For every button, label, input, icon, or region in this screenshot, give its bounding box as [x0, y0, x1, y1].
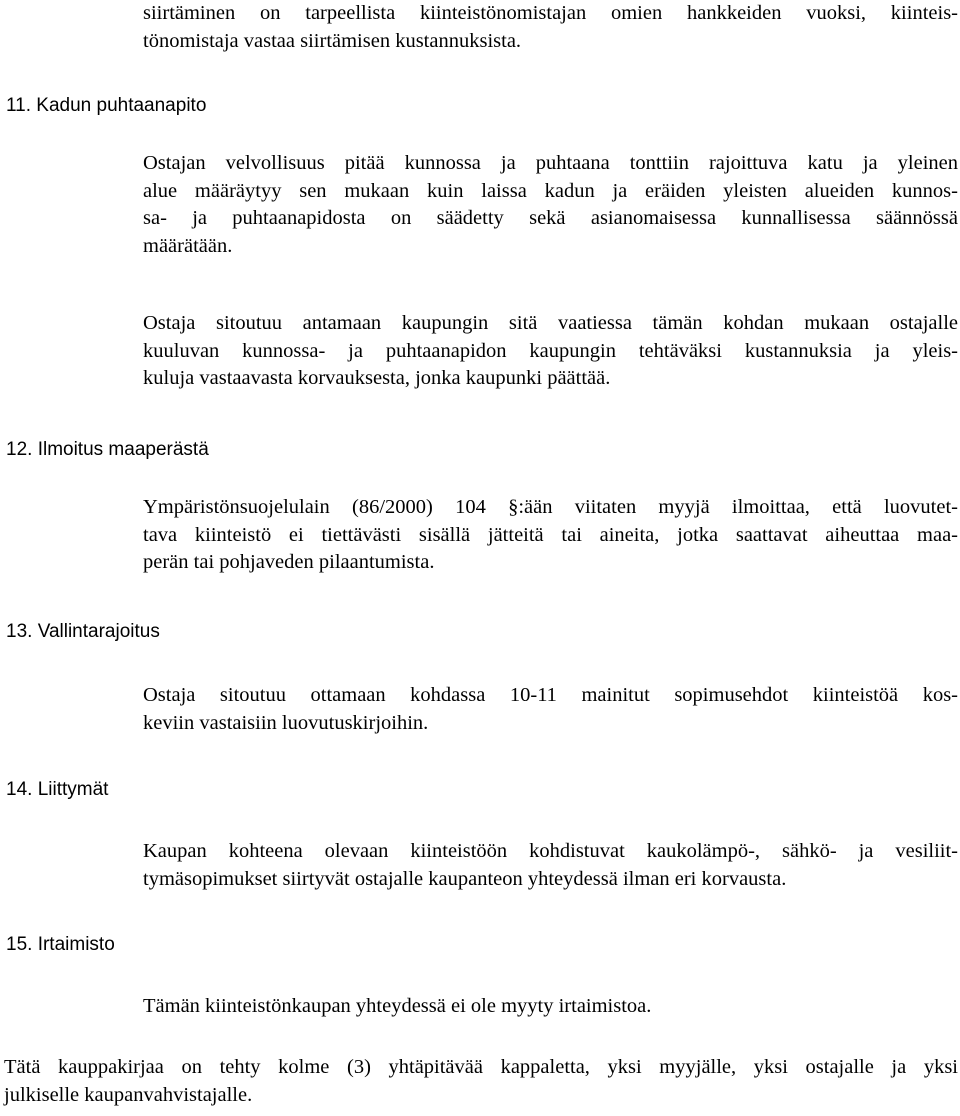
- paragraph-line: tymäsopimukset siirtyvät ostajalle kaupanteon yhteydessä ilman eri korvausta.: [143, 867, 787, 890]
- intro-line: siirtäminen on tarpeellista kiinteistönomistajan omien hankkeiden vuoksi, kiinteis-: [143, 2, 958, 24]
- paragraph-line: Tämän kiinteistönkaupan yhteydessä ei ole myyty irtaimistoa.: [143, 995, 652, 1017]
- section-14-heading: 14. Liittymät: [6, 779, 109, 800]
- section-15-heading: 15. Irtaimisto: [6, 934, 115, 955]
- paragraph-line: Ympäristönsuojelulain (86/2000) 104 §:ään viitaten myyjä ilmoittaa, että luovutet-: [143, 496, 958, 518]
- section-13-heading: 13. Vallintarajoitus: [6, 621, 160, 642]
- intro-paragraph: [143, 0, 958, 55]
- section-11-heading: 11. Kadun puhtaanapito: [6, 95, 207, 116]
- section-12-heading: 12. Ilmoitus maaperästä: [6, 439, 209, 460]
- section-14-paragraph-1: [143, 838, 958, 893]
- paragraph-line: Kaupan kohteena olevaan kiinteistöön kohdistuvat kaukolämpö-, sähkö- ja vesiliit-: [143, 840, 958, 862]
- paragraph-line: kuluja vastaavasta korvauksesta, jonka kaupunki päättää.: [143, 367, 611, 389]
- paragraph-line: alue määräytyy sen mukaan kuin laissa kadun ja eräiden yleisten alueiden kunnos-: [143, 179, 958, 202]
- paragraph-line: Ostaja sitoutuu antamaan kaupungin sitä vaatiessa tämän kohdan mukaan ostajalle: [143, 312, 958, 334]
- paragraph-line: tava kiinteistö ei tiettävästi sisällä jätteitä tai aineita, jotka saattavat aiheuttaa maa-: [143, 523, 958, 546]
- intro-line: tönomistaja vastaa siirtämisen kustannuksista.: [143, 29, 522, 52]
- section-15-paragraph-1: [143, 993, 958, 1021]
- paragraph-line: Tätä kauppakirjaa on tehty kolme (3) yhtäpitävää kappaletta, yksi myyjälle, yksi ostajalle ja yksi: [4, 1056, 958, 1078]
- paragraph-line: määrätään.: [143, 234, 233, 257]
- section-13-paragraph-1: [143, 682, 958, 737]
- paragraph-line: julkiselle kaupanvahvistajalle.: [4, 1083, 253, 1106]
- paragraph-line: Ostajan velvollisuus pitää kunnossa ja puhtaana tonttiin rajoittuva katu ja yleinen: [143, 152, 958, 174]
- paragraph-line: Ostaja sitoutuu ottamaan kohdassa 10-11 mainitut sopimusehdot kiinteistöä kos-: [143, 684, 958, 706]
- paragraph-line: keviin vastaisiin luovutuskirjoihin.: [143, 711, 429, 734]
- paragraph-line: kuuluvan kunnossa- ja puhtaanapidon kaupungin tehtäväksi kustannuksia ja yleis-: [143, 339, 958, 362]
- section-11-paragraph-1: [143, 150, 958, 260]
- section-12-paragraph-1: [143, 494, 958, 577]
- section-11-paragraph-2: [143, 310, 958, 393]
- closing-paragraph: [4, 1054, 958, 1109]
- paragraph-line: perän tai pohjaveden pilaantumista.: [143, 551, 435, 573]
- paragraph-line: sa- ja puhtaanapidosta on säädetty sekä asianomaisessa kunnallisessa säännössä: [143, 207, 958, 229]
